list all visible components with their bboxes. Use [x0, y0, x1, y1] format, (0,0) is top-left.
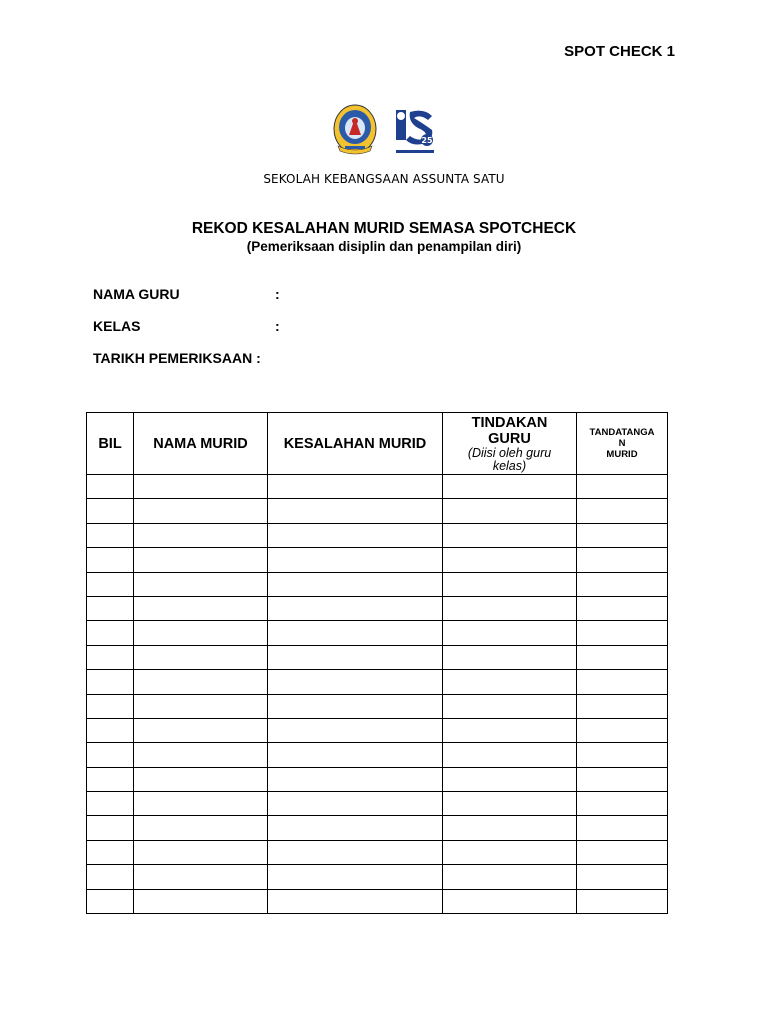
info-kelas: [93, 318, 280, 334]
cell-kesalahan-murid[interactable]: [268, 743, 443, 767]
table-row: [87, 767, 668, 791]
table-row: [87, 670, 668, 694]
table-row: [87, 743, 668, 767]
table-row: [87, 718, 668, 742]
cell-nama-murid[interactable]: [134, 475, 268, 499]
header-tanda-line3: MURID: [606, 449, 638, 460]
form-title: REKOD KESALAHAN MURID SEMASA SPOTCHECK: [191, 220, 577, 237]
school-name: SEKOLAH KEBANGSAAN ASSUNTA SATU: [263, 172, 505, 186]
logo-group: [332, 102, 438, 158]
table-body: [87, 475, 668, 914]
cell-kesalahan-murid[interactable]: [268, 889, 443, 913]
cell-tindakan-guru[interactable]: [443, 621, 577, 645]
header-tanda-line2: N: [618, 438, 626, 449]
table-row: [87, 792, 668, 816]
header-tandatangan-murid: [577, 413, 668, 475]
header-tindakan-guru: [443, 413, 577, 475]
cell-nama-murid[interactable]: [134, 523, 268, 547]
cell-tindakan-guru[interactable]: [443, 475, 577, 499]
cell-tandatangan-murid[interactable]: [577, 767, 668, 791]
cell-bil[interactable]: [87, 840, 134, 864]
emblem-25-logo: [396, 110, 434, 153]
cell-tandatangan-murid[interactable]: [577, 645, 668, 669]
cell-nama-murid[interactable]: [134, 694, 268, 718]
info-colon-kelas: :: [275, 318, 280, 334]
logos: [332, 102, 438, 158]
cell-nama-murid[interactable]: [134, 816, 268, 840]
cell-tindakan-guru[interactable]: [443, 596, 577, 620]
cell-bil[interactable]: [87, 645, 134, 669]
cell-tandatangan-murid[interactable]: [577, 670, 668, 694]
header-tanda-line1: TANDATANGA: [589, 427, 655, 438]
cell-tindakan-guru[interactable]: [443, 548, 577, 572]
info-colon-nama-guru: :: [275, 286, 280, 302]
table-row: [87, 889, 668, 913]
cell-kesalahan-murid[interactable]: [268, 792, 443, 816]
header-tindakan-note1: (Diisi oleh guru: [467, 445, 552, 460]
cell-nama-murid[interactable]: [134, 865, 268, 889]
cell-tindakan-guru[interactable]: [443, 743, 577, 767]
school-crest-logo: [334, 105, 376, 154]
cell-bil[interactable]: [87, 572, 134, 596]
form-subtitle: (Pemeriksaan disiplin dan penampilan diri): [246, 239, 522, 254]
table-row: [87, 548, 668, 572]
table-row: [87, 865, 668, 889]
cell-bil[interactable]: [87, 743, 134, 767]
cell-tandatangan-murid[interactable]: [577, 889, 668, 913]
cell-nama-murid[interactable]: [134, 645, 268, 669]
table-row: [87, 523, 668, 547]
cell-kesalahan-murid[interactable]: [268, 499, 443, 523]
cell-bil[interactable]: [87, 767, 134, 791]
cell-bil[interactable]: [87, 621, 134, 645]
table-row: [87, 596, 668, 620]
header-tindakan-note2: kelas): [492, 458, 527, 473]
cell-kesalahan-murid[interactable]: [268, 670, 443, 694]
cell-kesalahan-murid[interactable]: [268, 865, 443, 889]
table-row: [87, 572, 668, 596]
cell-bil[interactable]: [87, 889, 134, 913]
cell-nama-murid[interactable]: [134, 743, 268, 767]
cell-tindakan-guru[interactable]: [443, 889, 577, 913]
cell-tindakan-guru[interactable]: [443, 670, 577, 694]
info-tarikh: [93, 350, 261, 366]
cell-kesalahan-murid[interactable]: [268, 694, 443, 718]
table-row: [87, 816, 668, 840]
cell-tandatangan-murid[interactable]: [577, 865, 668, 889]
cell-tindakan-guru[interactable]: [443, 718, 577, 742]
cell-tindakan-guru[interactable]: [443, 840, 577, 864]
cell-tandatangan-murid[interactable]: [577, 596, 668, 620]
cell-tindakan-guru[interactable]: [443, 767, 577, 791]
cell-kesalahan-murid[interactable]: [268, 475, 443, 499]
cell-tandatangan-murid[interactable]: [577, 523, 668, 547]
cell-tandatangan-murid[interactable]: [577, 743, 668, 767]
cell-kesalahan-murid[interactable]: [268, 548, 443, 572]
cell-tandatangan-murid[interactable]: [577, 816, 668, 840]
cell-nama-murid[interactable]: [134, 572, 268, 596]
cell-kesalahan-murid[interactable]: [268, 596, 443, 620]
cell-bil[interactable]: [87, 499, 134, 523]
cell-kesalahan-murid[interactable]: [268, 767, 443, 791]
cell-nama-murid[interactable]: [134, 596, 268, 620]
header-tindakan-line1: TINDAKAN: [471, 414, 548, 431]
table-row: [87, 621, 668, 645]
cell-tindakan-guru[interactable]: [443, 523, 577, 547]
cell-bil[interactable]: [87, 792, 134, 816]
cell-tandatangan-murid[interactable]: [577, 548, 668, 572]
header-bil: BIL: [87, 413, 134, 475]
cell-tindakan-guru[interactable]: [443, 865, 577, 889]
info-nama-guru: [93, 286, 280, 302]
cell-nama-murid[interactable]: [134, 792, 268, 816]
cell-tandatangan-murid[interactable]: [577, 621, 668, 645]
cell-bil[interactable]: [87, 694, 134, 718]
svg-text:25: 25: [421, 136, 433, 145]
cell-tandatangan-murid[interactable]: [577, 694, 668, 718]
cell-bil[interactable]: [87, 596, 134, 620]
cell-tindakan-guru[interactable]: [443, 645, 577, 669]
header-nama-murid: NAMA MURID: [134, 413, 268, 475]
cell-nama-murid[interactable]: [134, 621, 268, 645]
cell-tandatangan-murid[interactable]: [577, 475, 668, 499]
record-table: [86, 412, 668, 914]
cell-kesalahan-murid[interactable]: [268, 523, 443, 547]
table-header-row: [87, 413, 668, 475]
cell-tindakan-guru[interactable]: [443, 816, 577, 840]
cell-tandatangan-murid[interactable]: [577, 840, 668, 864]
cell-bil[interactable]: [87, 718, 134, 742]
cell-nama-murid[interactable]: [134, 548, 268, 572]
table-row: [87, 840, 668, 864]
cell-tandatangan-murid[interactable]: [577, 718, 668, 742]
cell-nama-murid[interactable]: [134, 718, 268, 742]
cell-bil[interactable]: [87, 670, 134, 694]
cell-tandatangan-murid[interactable]: [577, 499, 668, 523]
info-label-kelas: KELAS: [93, 318, 141, 334]
cell-tindakan-guru[interactable]: [443, 572, 577, 596]
cell-tandatangan-murid[interactable]: [577, 792, 668, 816]
cell-bil[interactable]: [87, 475, 134, 499]
cell-kesalahan-murid[interactable]: [268, 718, 443, 742]
table-row: [87, 475, 668, 499]
cell-kesalahan-murid[interactable]: [268, 621, 443, 645]
cell-bil[interactable]: [87, 548, 134, 572]
cell-kesalahan-murid[interactable]: [268, 816, 443, 840]
table-row: [87, 694, 668, 718]
header-kesalahan-murid: KESALAHAN MURID: [268, 413, 443, 475]
cell-tindakan-guru[interactable]: [443, 499, 577, 523]
cell-bil[interactable]: [87, 816, 134, 840]
cell-kesalahan-murid[interactable]: [268, 572, 443, 596]
table-row: [87, 645, 668, 669]
table-row: [87, 499, 668, 523]
cell-kesalahan-murid[interactable]: [268, 840, 443, 864]
cell-nama-murid[interactable]: [134, 670, 268, 694]
cell-bil[interactable]: [87, 523, 134, 547]
spot-check-label: SPOT CHECK 1: [564, 43, 675, 60]
cell-tandatangan-murid[interactable]: [577, 572, 668, 596]
cell-bil[interactable]: [87, 865, 134, 889]
cell-nama-murid[interactable]: [134, 840, 268, 864]
cell-tindakan-guru[interactable]: [443, 694, 577, 718]
info-label-tarikh: TARIKH PEMERIKSAAN :: [93, 350, 261, 366]
cell-nama-murid[interactable]: [134, 767, 268, 791]
cell-kesalahan-murid[interactable]: [268, 645, 443, 669]
cell-nama-murid[interactable]: [134, 889, 268, 913]
header-tindakan-line2: GURU: [488, 430, 531, 447]
cell-tindakan-guru[interactable]: [443, 792, 577, 816]
cell-nama-murid[interactable]: [134, 499, 268, 523]
info-label-nama-guru: NAMA GURU: [93, 286, 180, 302]
